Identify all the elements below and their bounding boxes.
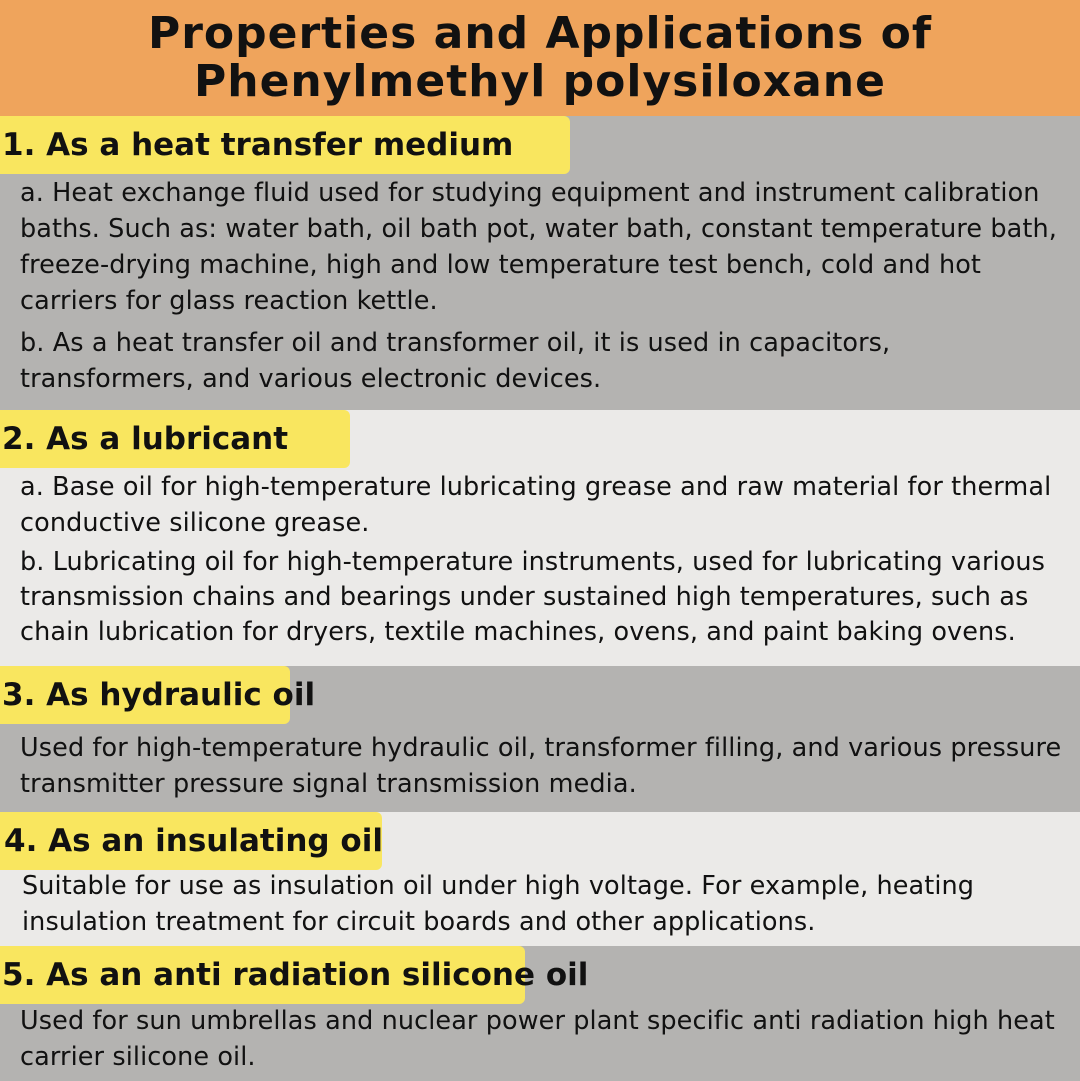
section-item: Used for sun umbrellas and nuclear power plant specific anti radiation high heat carrier silicone oil. [20, 1006, 1055, 1072]
section-item: b. As a heat transfer oil and transformer oil, it is used in capacitors, transformers, and various electronic devices. [20, 328, 891, 394]
section-heat-transfer [0, 116, 1080, 410]
section-heading: 1. As a heat transfer medium [0, 116, 570, 174]
title-line-1: Properties and Applications of [147, 8, 933, 59]
section-lubricant [0, 410, 1080, 666]
section-item: a. Base oil for high-temperature lubricating grease and raw material for thermal conductive silicone grease. [20, 472, 1052, 538]
section-item: b. Lubricating oil for high-temperature instruments, used for lubricating various transmission chains and bearings under sustained high temperatures, such as chain lubrication for dryers, textile machines, ovens, and paint baking ovens. [20, 547, 1046, 647]
section-heading: 2. As a lubricant [0, 410, 350, 468]
title-banner [0, 0, 1080, 116]
section-insulating-oil [0, 812, 1080, 946]
section-hydraulic-oil [0, 666, 1080, 812]
section-item: a. Heat exchange fluid used for studying equipment and instrument calibration baths. Such as: water bath, oil bath pot, water bath, constant temperature bath, freeze-drying machine, high and low temperature test bench, cold and hot carriers for glass reaction kettle. [20, 178, 1057, 316]
page-title [148, 10, 932, 106]
section-item: Suitable for use as insulation oil under high voltage. For example, heating insulation treatment for circuit boards and other applications. [22, 871, 975, 937]
section-item: Used for high-temperature hydraulic oil, transformer filling, and various pressure transmitter pressure signal transmission media. [20, 733, 1062, 799]
section-heading: 3. As hydraulic oil [0, 666, 290, 724]
section-anti-radiation-oil [0, 946, 1080, 1081]
title-line-2: Phenylmethyl polysiloxane [194, 56, 886, 107]
section-heading: 5. As an anti radiation silicone oil [0, 946, 525, 1004]
section-heading: 4. As an insulating oil [0, 812, 382, 870]
